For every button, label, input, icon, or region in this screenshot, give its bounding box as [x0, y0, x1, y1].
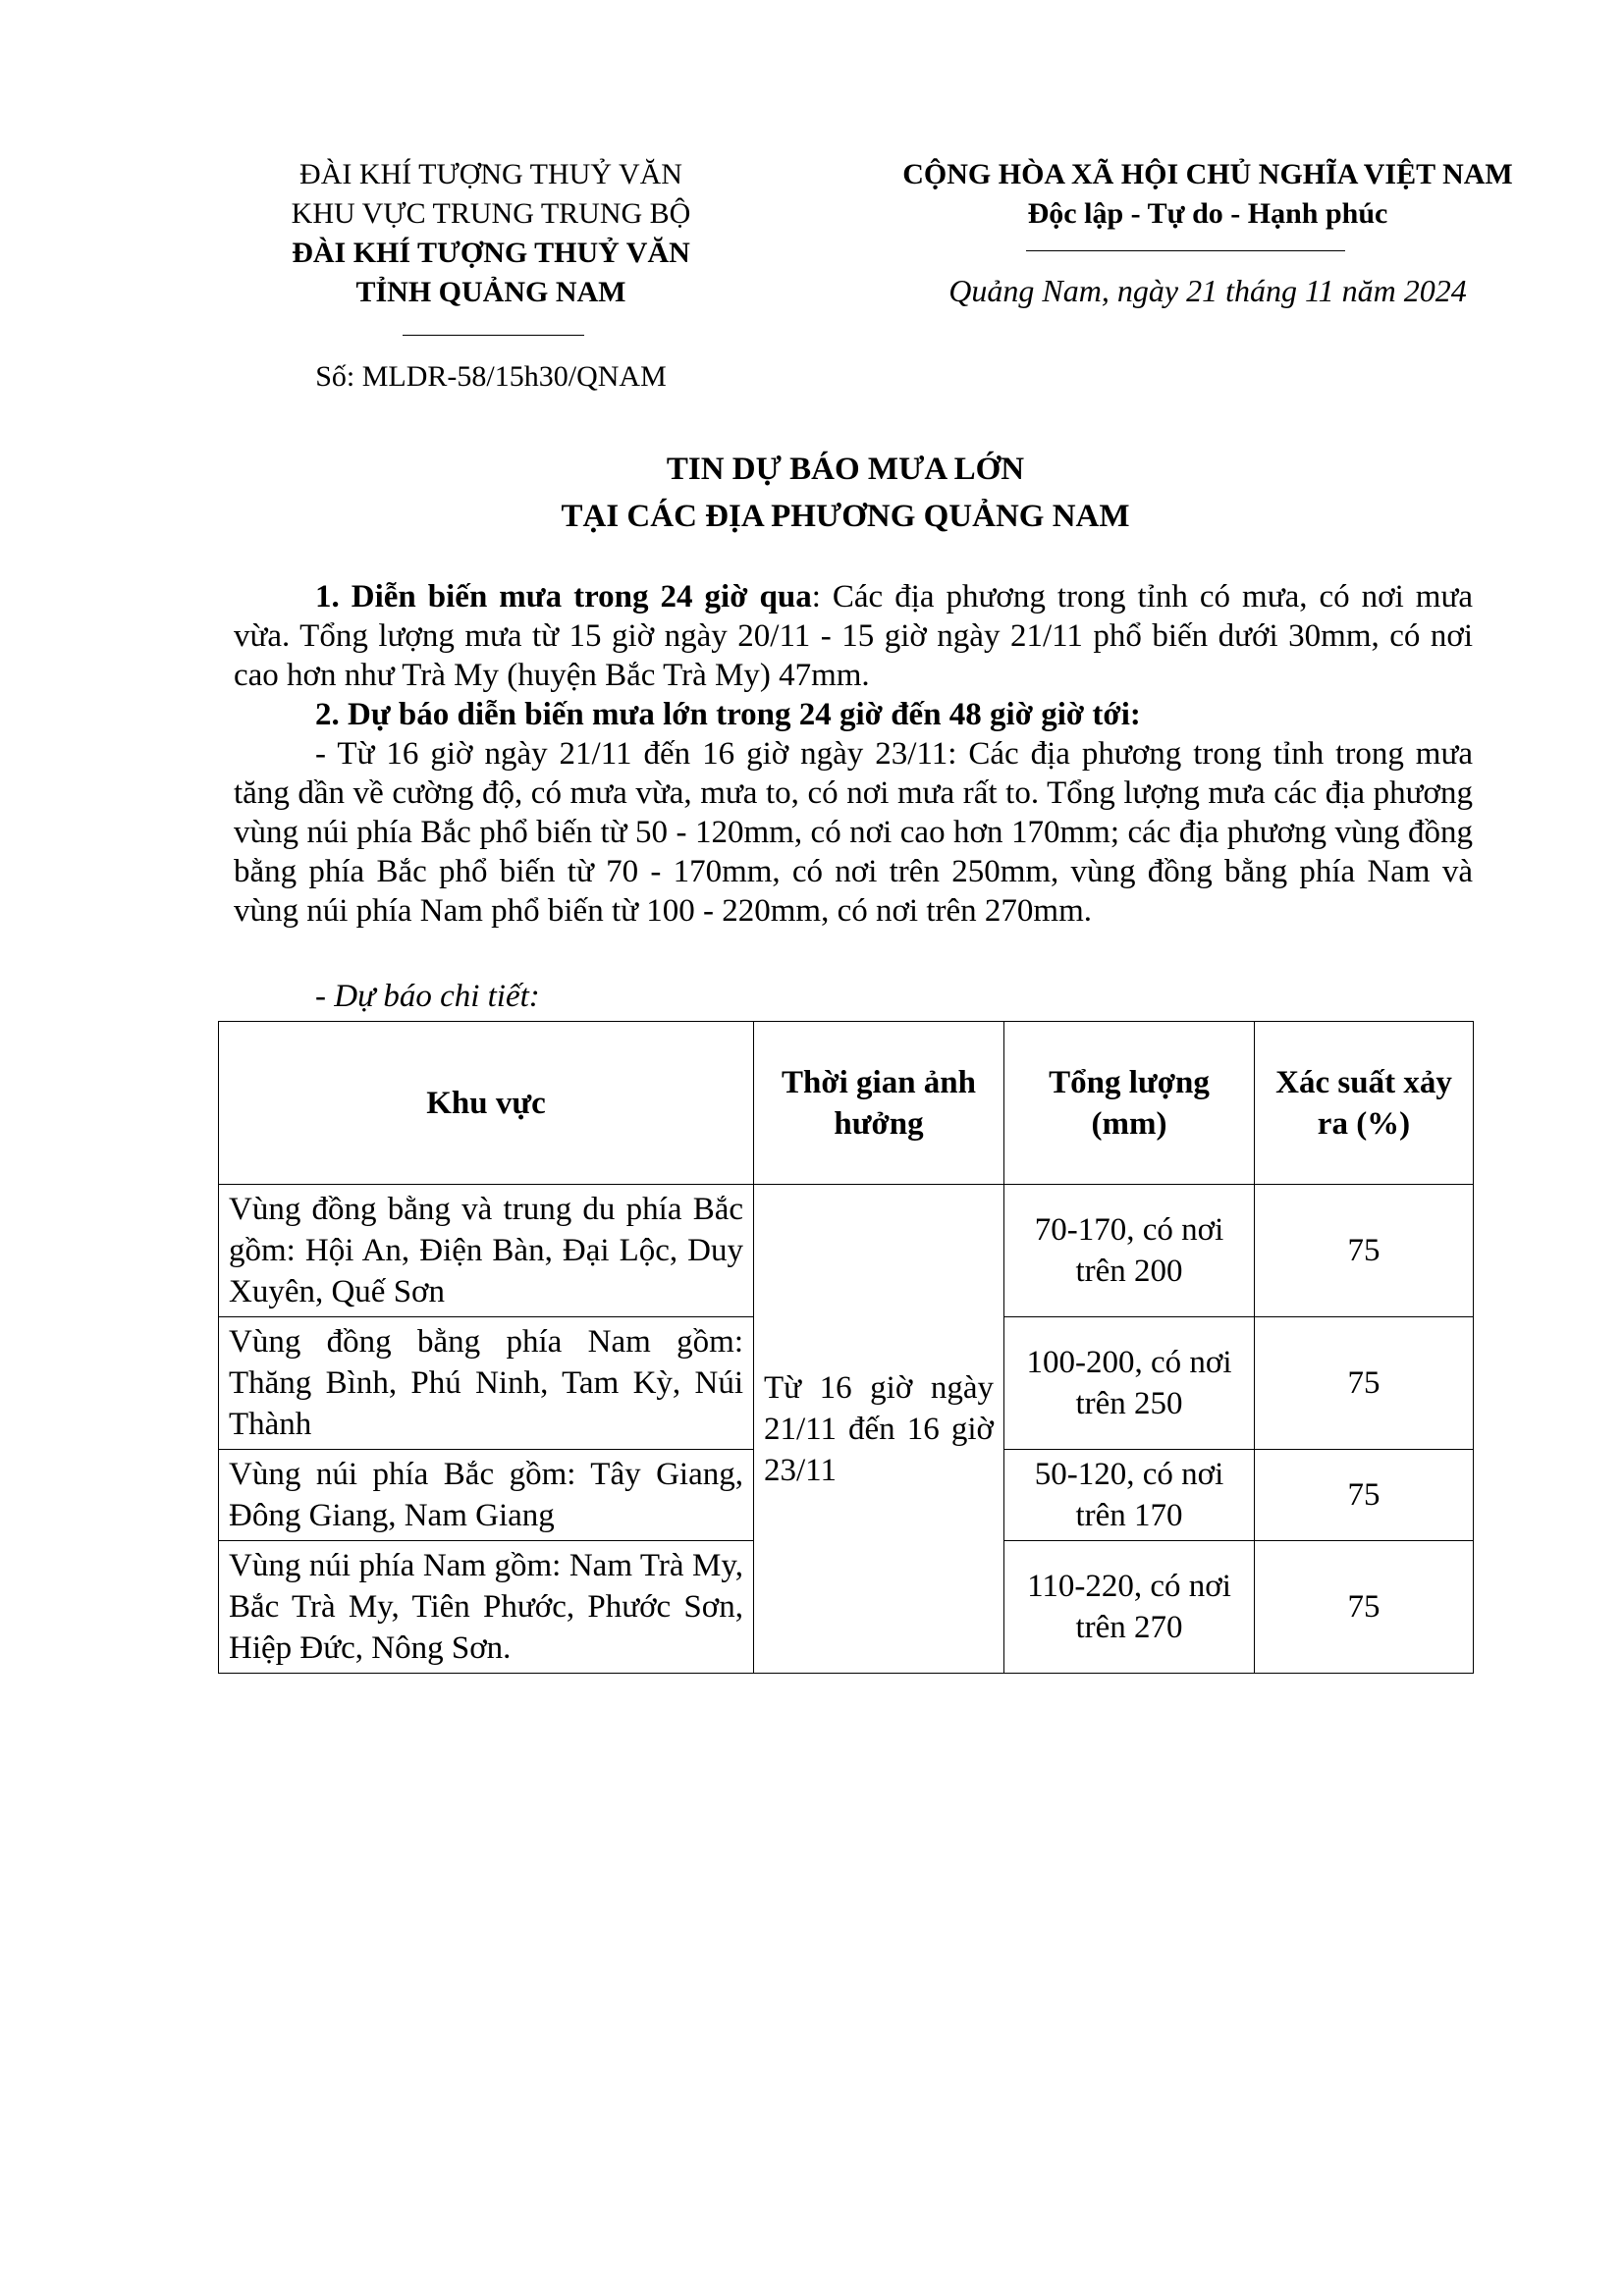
section1-text: : Các địa phương trong tỉnh có mưa, có nơi mưa vừa. Tổng lượng mưa từ 15 giờ ngày 20/11 - 15 giờ ngày 21/11 phổ biến dưới 30mm, có nơi cao hơn như Trà My (huyện Bắc Trà My) 47mm. [234, 579, 1474, 693]
national-motto: Độc lập - Tự do - Hạnh phúc [1027, 197, 1388, 230]
national-title: CỘNG HÒA XÃ HỘI CHỦ NGHĨA VIỆT NAM [902, 158, 1513, 190]
probability-cell: 75 [1255, 1541, 1474, 1674]
issuer-line4: TỈNH QUẢNG NAM [355, 276, 626, 308]
region-cell: Vùng núi phía Nam gồm: Nam Trà My, Bắc Trà My, Tiên Phước, Phước Sơn, Hiệp Đức, Nông Sơn. [219, 1541, 754, 1674]
issuer-line3: ĐÀI KHÍ TƯỢNG THUỶ VĂN [292, 237, 690, 269]
title-line1: TIN DỰ BÁO MƯA LỚN [666, 452, 1025, 487]
header-region: Khu vực [219, 1022, 754, 1185]
header-time: Thời gian ảnh hưởng [754, 1022, 1004, 1185]
forecast-table [218, 1021, 1474, 1674]
probability-cell: 75 [1255, 1450, 1474, 1541]
header-probability: Xác suất xảy ra (%) [1255, 1022, 1474, 1185]
detail-forecast-label: - Dự báo chi tiết: [315, 979, 540, 1014]
section1-heading: 1. Diễn biến mưa trong 24 giờ qua [315, 579, 812, 614]
time-cell: Từ 16 giờ ngày 21/11 đến 16 giờ 23/11 [754, 1185, 1004, 1674]
probability-cell: 75 [1255, 1185, 1474, 1317]
region-cell: Vùng đồng bằng phía Nam gồm: Thăng Bình, Phú Ninh, Tam Kỳ, Núi Thành [219, 1317, 754, 1450]
issuer-divider [403, 335, 584, 336]
total-cell: 70-170, có nơi trên 200 [1004, 1185, 1255, 1317]
motto-divider [1026, 250, 1345, 251]
title-line2: TẠI CÁC ĐỊA PHƯƠNG QUẢNG NAM [561, 499, 1130, 534]
section-forecast-heading [234, 695, 1473, 734]
document-number: Số: MLDR-58/15h30/QNAM [315, 360, 667, 393]
section2-heading: 2. Dự báo diễn biến mưa lớn trong 24 giờ đến 48 giờ giờ tới [315, 697, 1130, 732]
header-total: Tổng lượng (mm) [1004, 1022, 1255, 1185]
document-title [218, 446, 1473, 540]
total-cell: 50-120, có nơi trên 170 [1004, 1450, 1255, 1541]
section2-text: - Từ 16 giờ ngày 21/11 đến 16 giờ ngày 23/11: Các địa phương trong tỉnh trong mưa tăng dần về cường độ, có mưa vừa, mưa to, có nơi mưa rất to. Tổng lượng mưa các địa phương vùng núi phía Bắc phổ biến từ 50 - 120mm, có nơi cao hơn 170mm; các địa phương vùng đồng bằng phía Bắc phổ biến từ 70 - 170mm, có nơi trên 250mm, vùng đồng bằng phía Nam và vùng núi phía Nam phổ biến từ 100 - 220mm, có nơi trên 270mm. [234, 736, 1473, 929]
probability-cell: 75 [1255, 1317, 1474, 1450]
total-cell: 100-200, có nơi trên 250 [1004, 1317, 1255, 1450]
issuer-line2: KHU VỰC TRUNG TRUNG BỘ [291, 197, 691, 230]
region-cell: Vùng đồng bằng và trung du phía Bắc gồm: Hội An, Điện Bàn, Đại Lộc, Duy Xuyên, Quế Sơn [219, 1185, 754, 1317]
section-forecast-text [234, 734, 1473, 931]
region-cell: Vùng núi phía Bắc gồm: Tây Giang, Đông Giang, Nam Giang [219, 1450, 754, 1541]
issuer-block [187, 155, 795, 312]
document-date: Quảng Nam, ngày 21 tháng 11 năm 2024 [948, 273, 1467, 308]
total-cell: 110-220, có nơi trên 270 [1004, 1541, 1255, 1674]
section-past-rainfall [234, 577, 1473, 695]
issuer-line1: ĐÀI KHÍ TƯỢNG THUỶ VĂN [299, 158, 682, 190]
table-header-row [219, 1022, 1474, 1185]
table-row [219, 1185, 1474, 1317]
section2-heading-suffix: : [1129, 697, 1141, 732]
